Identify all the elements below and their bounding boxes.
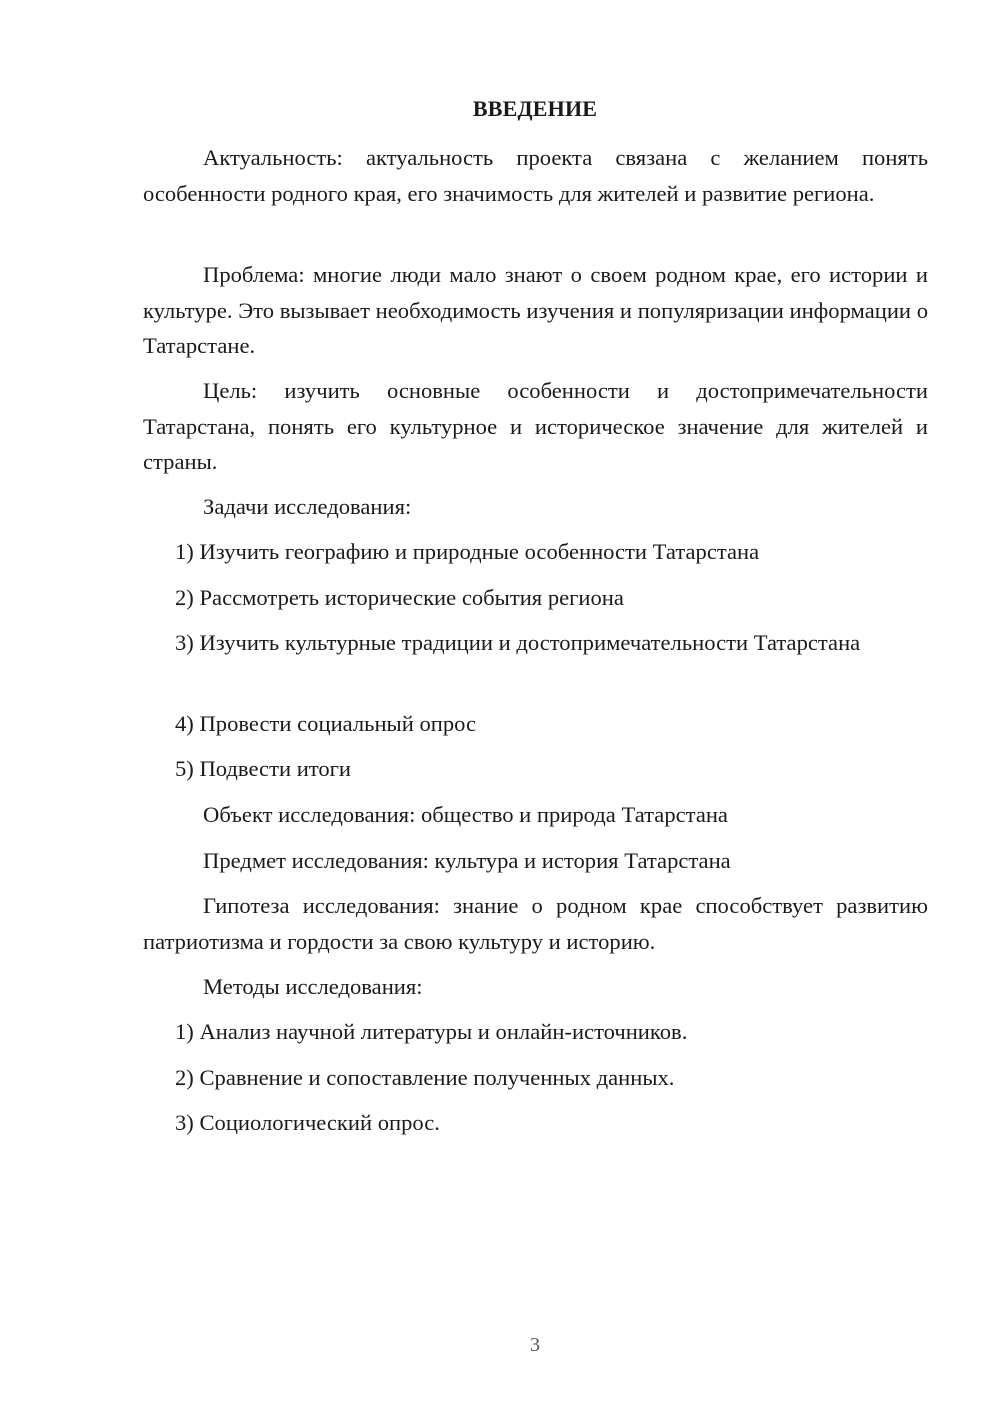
task-item-1: 1) Изучить географию и природные особенности Татарстана: [175, 539, 760, 564]
subject-paragraph: Предмет исследования: культура и история Татарстана: [203, 848, 731, 873]
method-item-3: 3) Социологический опрос.: [175, 1110, 440, 1135]
task-item-3: 3) Изучить культурные традиции и достопримечательности Татарстана: [175, 630, 861, 655]
object-paragraph: Объект исследования: общество и природа Татарстана: [203, 802, 728, 827]
problem-paragraph: Проблема: многие люди мало знают о своем родном крае, его истории и культуре. Это вызывает необходимость изучения и популяризации информации о Татарстане.: [143, 262, 928, 358]
relevance-paragraph: Актуальность: актуальность проекта связана с желанием понять особенности родного края, его значимость для жителей и развитие региона.: [143, 145, 928, 206]
task-item-2: 2) Рассмотреть исторические события региона: [175, 585, 624, 610]
task-item-5: 5) Подвести итоги: [175, 756, 352, 781]
method-item-1: 1) Анализ научной литературы и онлайн-источников.: [175, 1019, 688, 1044]
tasks-heading: Задачи исследования:: [203, 494, 412, 519]
hypothesis-paragraph: Гипотеза исследования: знание о родном крае способствует развитию патриотизма и гордости за свою культуру и историю.: [143, 893, 928, 954]
methods-heading: Методы исследования:: [203, 974, 423, 999]
goal-paragraph: Цель: изучить основные особенности и достопримечательности Татарстана, понять его культурное и историческое значение для жителей и страны.: [143, 378, 928, 474]
section-title: ВВЕДЕНИЕ: [472, 96, 598, 121]
method-item-2: 2) Сравнение и сопоставление полученных данных.: [175, 1065, 675, 1090]
page-number: 3: [530, 1334, 540, 1356]
task-item-4: 4) Провести социальный опрос: [175, 711, 477, 736]
